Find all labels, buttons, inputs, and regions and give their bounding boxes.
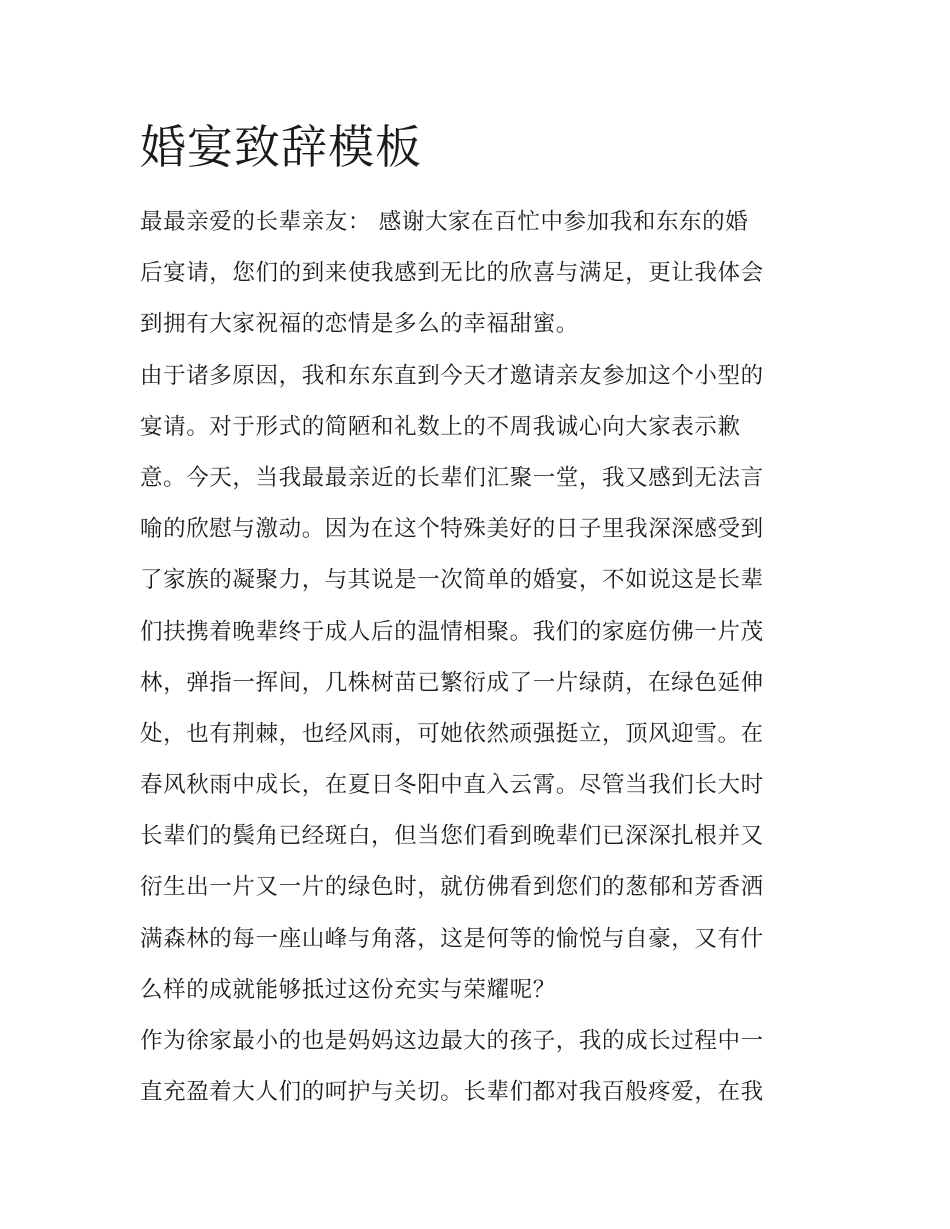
text-line: 后宴请，您们的到来使我感到无比的欣喜与满足，更让我体会	[140, 260, 764, 287]
text-line: 喻的欣慰与激动。因为在这个特殊美好的日子里我深深感受到	[140, 516, 764, 543]
text-line: 春风秋雨中成长，在夏日冬阳中直入云霄。尽管当我们长大时	[140, 772, 764, 799]
text-line: 们扶携着晚辈终于成人后的温情相聚。我们的家庭仿佛一片茂	[140, 618, 764, 645]
text-line: 处，也有荆棘，也经风雨，可她依然顽强挺立，顶风迎雪。在	[140, 720, 764, 747]
text-line: 衍生出一片又一片的绿色时，就仿佛看到您们的葱郁和芳香洒	[140, 874, 764, 901]
text-line: 长辈们的鬓角已经斑白，但当您们看到晚辈们已深深扎根并又	[140, 823, 764, 850]
text-line: 满森林的每一座山峰与角落，这是何等的愉悦与自豪，又有什	[140, 925, 764, 952]
text-line: 直充盈着大人们的呵护与关切。长辈们都对我百般疼爱，在我	[140, 1079, 764, 1106]
text-line: 作为徐家最小的也是妈妈这边最大的孩子，我的成长过程中一	[140, 1028, 764, 1054]
document-body	[140, 197, 820, 1118]
text-line: 么样的成就能够抵过这份充实与荣耀呢？	[140, 976, 556, 1003]
text-line: 了家族的凝聚力，与其说是一次简单的婚宴，不如说这是长辈	[140, 567, 764, 594]
text-line: 林，弹指一挥间，几株树苗已繁衍成了一片绿荫，在绿色延伸	[140, 669, 764, 696]
text-line: 最最亲爱的长辈亲友： 感谢大家在百忙中参加我和东东的婚	[140, 209, 749, 235]
document-title: 婚宴致辞模板	[140, 120, 422, 174]
text-line: 到拥有大家祝福的恋情是多么的幸福甜蜜。	[140, 311, 579, 338]
text-line: 意。今天，当我最最亲近的长辈们汇聚一堂，我又感到无法言	[140, 464, 764, 491]
text-line: 宴请。对于形式的简陋和礼数上的不周我诚心向大家表示歉	[140, 413, 741, 440]
text-line: 由于诸多原因，我和东东直到今天才邀请亲友参加这个小型的	[140, 362, 764, 389]
